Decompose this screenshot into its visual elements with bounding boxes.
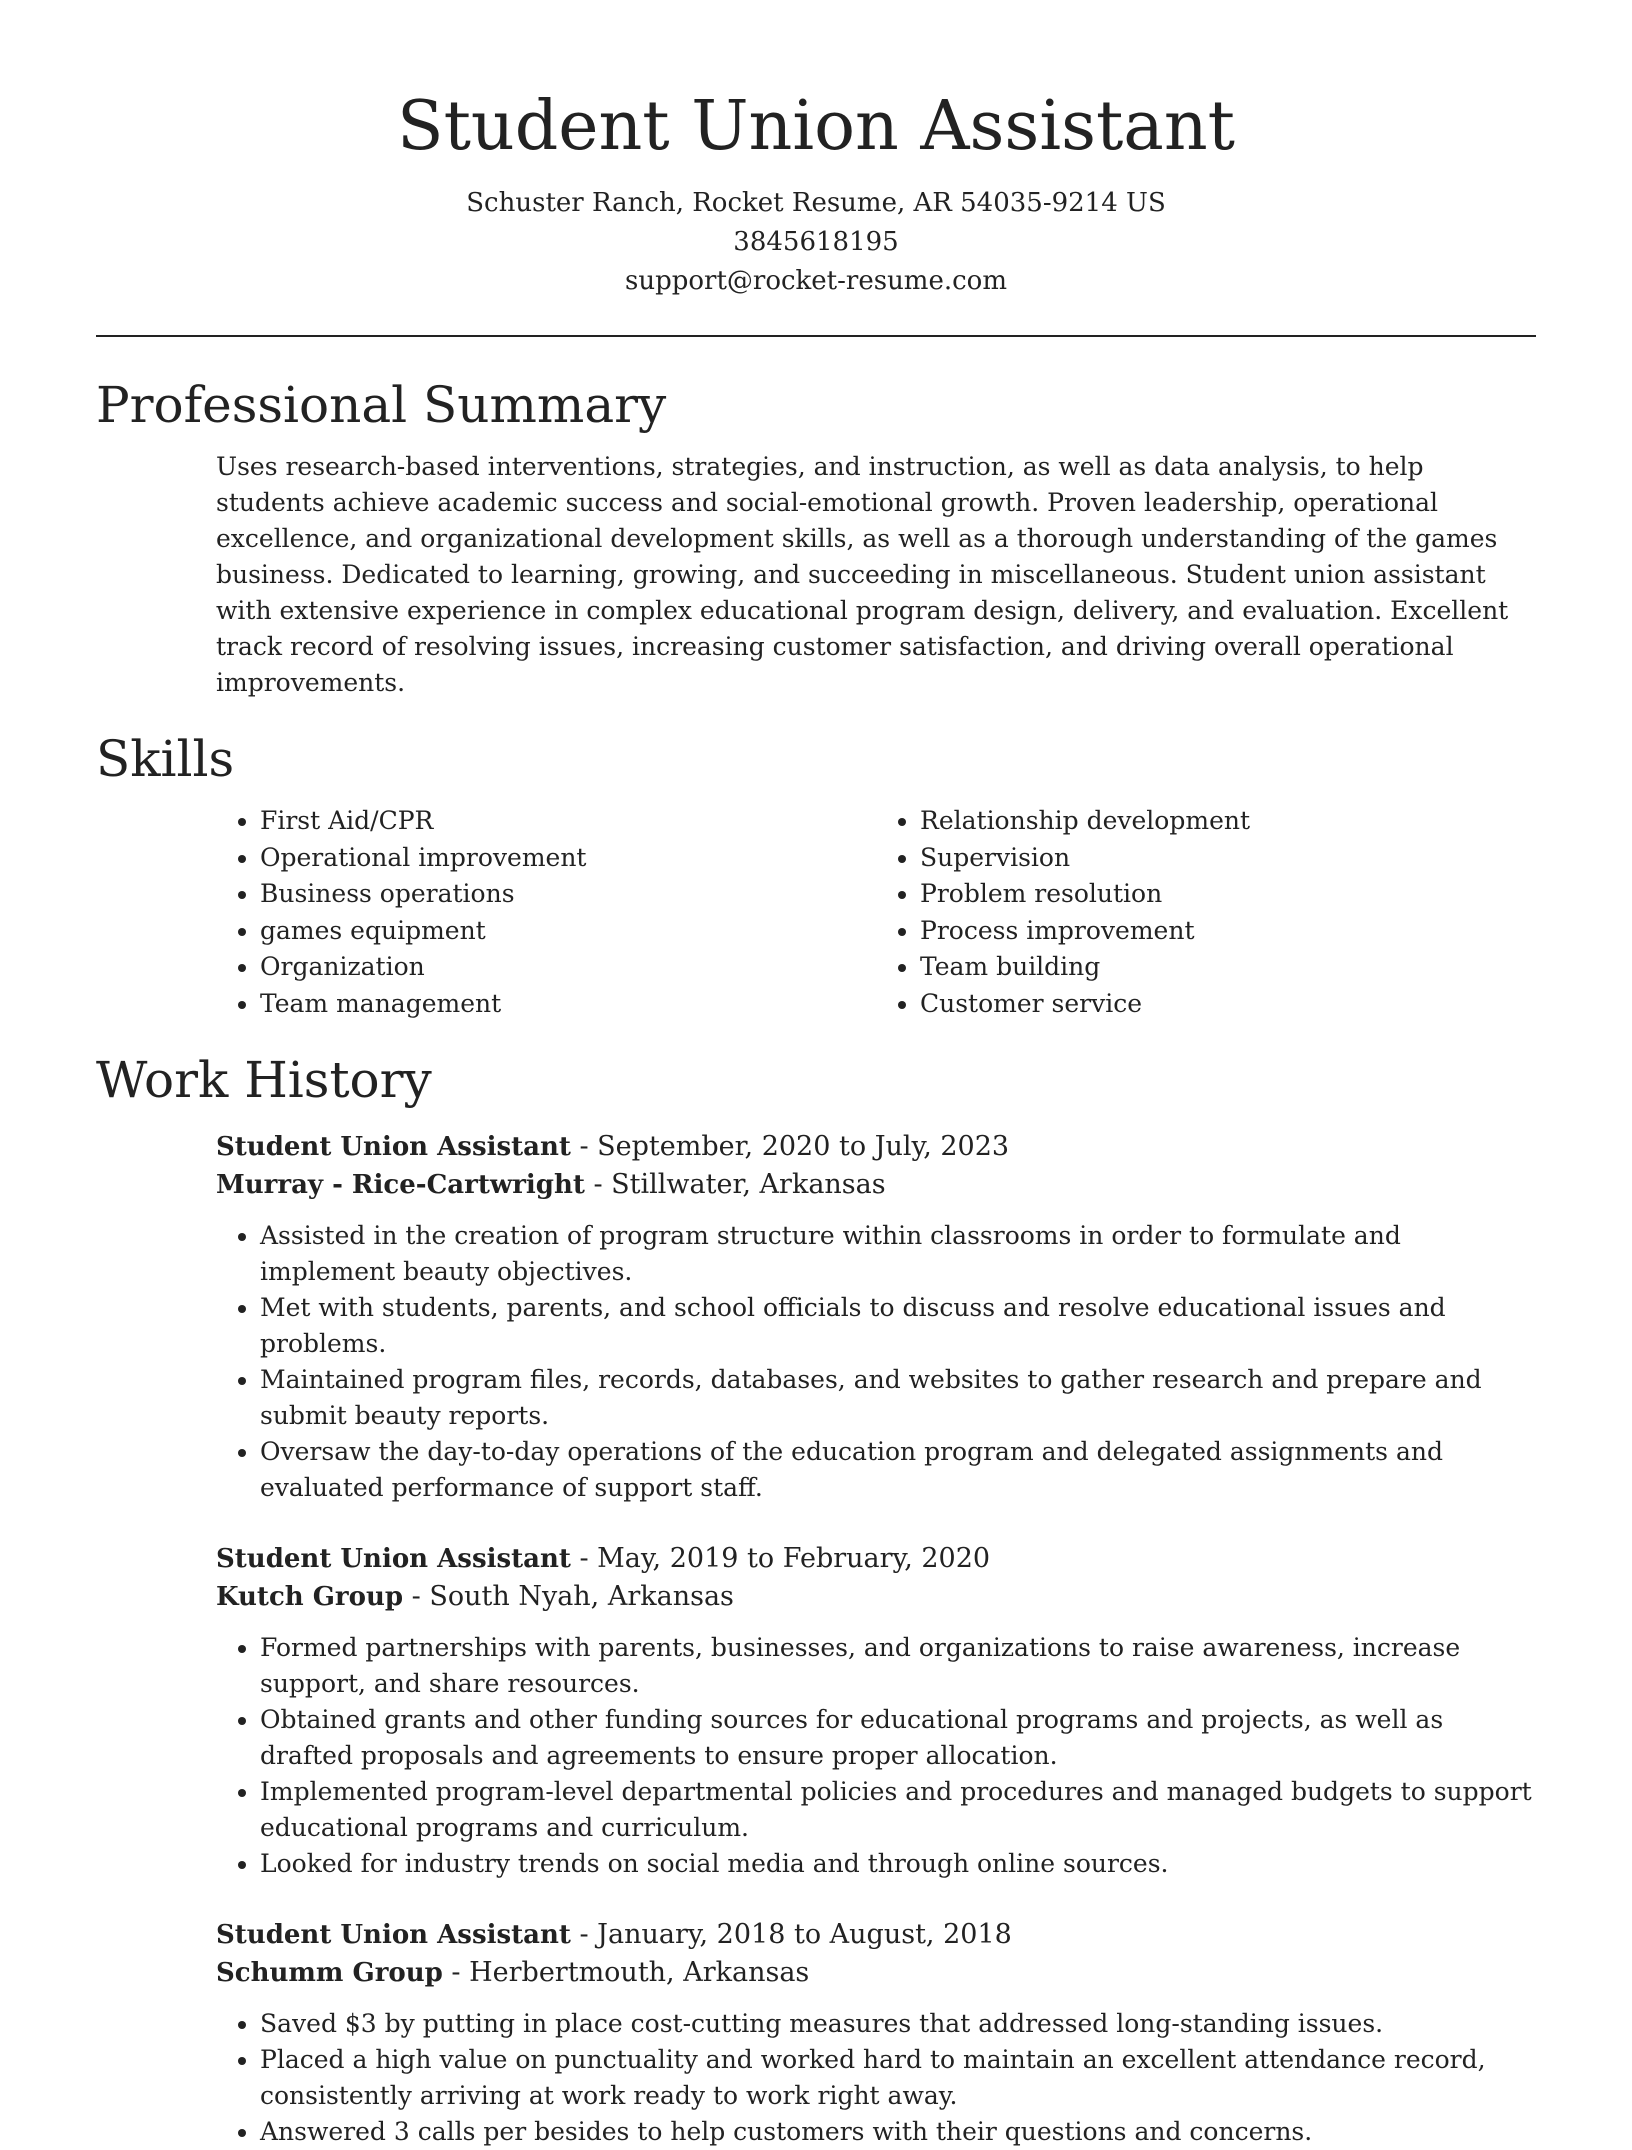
skill-item: • Supervision xyxy=(920,840,1536,877)
skills-title: Skills xyxy=(96,730,235,788)
candidate-name: Student Union Assistant xyxy=(397,87,1235,166)
job-bullet: • Formed partnerships with parents, businesses, and organizations to raise awareness, increase support, and share resources. xyxy=(260,1630,1536,1702)
work-history-section xyxy=(96,1048,1536,2150)
skill-item: • games equipment xyxy=(260,913,876,950)
skill-item: • First Aid/CPR xyxy=(260,803,876,840)
job-dates: - May, 2019 to February, 2020 xyxy=(570,1543,991,1574)
email: support@rocket-resume.com xyxy=(624,266,1007,296)
job-title: Student Union Assistant xyxy=(216,1920,571,1950)
skills-column-right xyxy=(876,803,1536,1022)
address: Schuster Ranch, Rocket Resume, AR 54035-9214 US xyxy=(466,188,1166,218)
job-title-line xyxy=(216,1916,1536,1954)
job-company: Murray - Rice-Cartwright xyxy=(216,1170,585,1200)
job-bullets xyxy=(216,2006,1536,2150)
skills-grid xyxy=(216,803,1536,1022)
job-dates: - September, 2020 to July, 2023 xyxy=(570,1131,1010,1162)
skill-item: • Problem resolution xyxy=(920,876,1536,913)
job-bullet: • Met with students, parents, and school officials to discuss and resolve educational issues and problems. xyxy=(260,1290,1536,1362)
skills-column-left xyxy=(216,803,876,1022)
job-bullet: • Looked for industry trends on social media and through online sources. xyxy=(260,1846,1536,1882)
job-bullets xyxy=(216,1630,1536,1882)
job-entry xyxy=(216,1916,1536,2150)
phone: 3845618195 xyxy=(733,227,899,257)
contact-block xyxy=(96,184,1536,301)
job-title-line xyxy=(216,1540,1536,1578)
job-company-line xyxy=(216,1578,1536,1616)
skill-item: • Team building xyxy=(920,949,1536,986)
job-dates: - January, 2018 to August, 2018 xyxy=(570,1919,1012,1950)
resume-header xyxy=(96,0,1536,301)
job-bullet: • Placed a high value on punctuality and worked hard to maintain an excellent attendance record, consistently arriving at work ready to work right away. xyxy=(260,2042,1536,2114)
job-company-line xyxy=(216,1166,1536,1204)
job-bullet: • Implemented program-level departmental policies and procedures and managed budgets to support educational programs and curriculum. xyxy=(260,1774,1536,1846)
job-bullet: • Oversaw the day-to-day operations of the education program and delegated assignments and evaluated performance of support staff. xyxy=(260,1434,1536,1506)
summary-text: Uses research-based interventions, strategies, and instruction, as well as data analysis, to help students achieve academic success and social-emotional growth. Proven leadership, operational excellence, and organizational development skills, as well as a thorough understanding of the games business. Dedicated to learning, growing, and succeeding in miscellaneous. Student union assistant with extensive experience in complex educational program design, delivery, and evaluation. Excellent track record of resolving issues, increasing customer satisfaction, and driving overall operational improvements. xyxy=(216,452,1509,697)
job-title-line xyxy=(216,1128,1536,1166)
summary-title: Professional Summary xyxy=(96,376,667,434)
header-divider xyxy=(96,335,1536,337)
skill-item: • Process improvement xyxy=(920,913,1536,950)
job-bullet: • Obtained grants and other funding sources for educational programs and projects, as well as drafted proposals and agreements to ensure proper allocation. xyxy=(260,1702,1536,1774)
job-bullet: • Saved $3 by putting in place cost-cutting measures that addressed long-standing issues. xyxy=(260,2006,1536,2042)
job-location: - South Nyah, Arkansas xyxy=(403,1581,734,1612)
skill-item: • Operational improvement xyxy=(260,840,876,877)
job-entry xyxy=(216,1540,1536,1882)
work-history-title: Work History xyxy=(96,1051,432,1109)
skill-item: • Relationship development xyxy=(920,803,1536,840)
job-title: Student Union Assistant xyxy=(216,1132,571,1162)
job-company-line xyxy=(216,1954,1536,1992)
skill-item: • Customer service xyxy=(920,986,1536,1023)
skill-item: • Organization xyxy=(260,949,876,986)
skill-item: • Team management xyxy=(260,986,876,1023)
job-bullet: • Assisted in the creation of program structure within classrooms in order to formulate and implement beauty objectives. xyxy=(260,1218,1536,1290)
job-entry xyxy=(216,1128,1536,1506)
job-company: Kutch Group xyxy=(216,1582,404,1612)
job-bullet: • Maintained program files, records, databases, and websites to gather research and prepare and submit beauty reports. xyxy=(260,1362,1536,1434)
job-title: Student Union Assistant xyxy=(216,1544,571,1574)
skills-section xyxy=(96,727,1536,1022)
job-bullets xyxy=(216,1218,1536,1506)
job-location: - Stillwater, Arkansas xyxy=(584,1169,886,1200)
job-company: Schumm Group xyxy=(216,1958,443,1988)
skill-item: • Business operations xyxy=(260,876,876,913)
job-location: - Herbertmouth, Arkansas xyxy=(442,1957,810,1988)
summary-section xyxy=(96,373,1536,701)
job-bullet: • Answered 3 calls per besides to help customers with their questions and concerns. xyxy=(260,2114,1536,2150)
